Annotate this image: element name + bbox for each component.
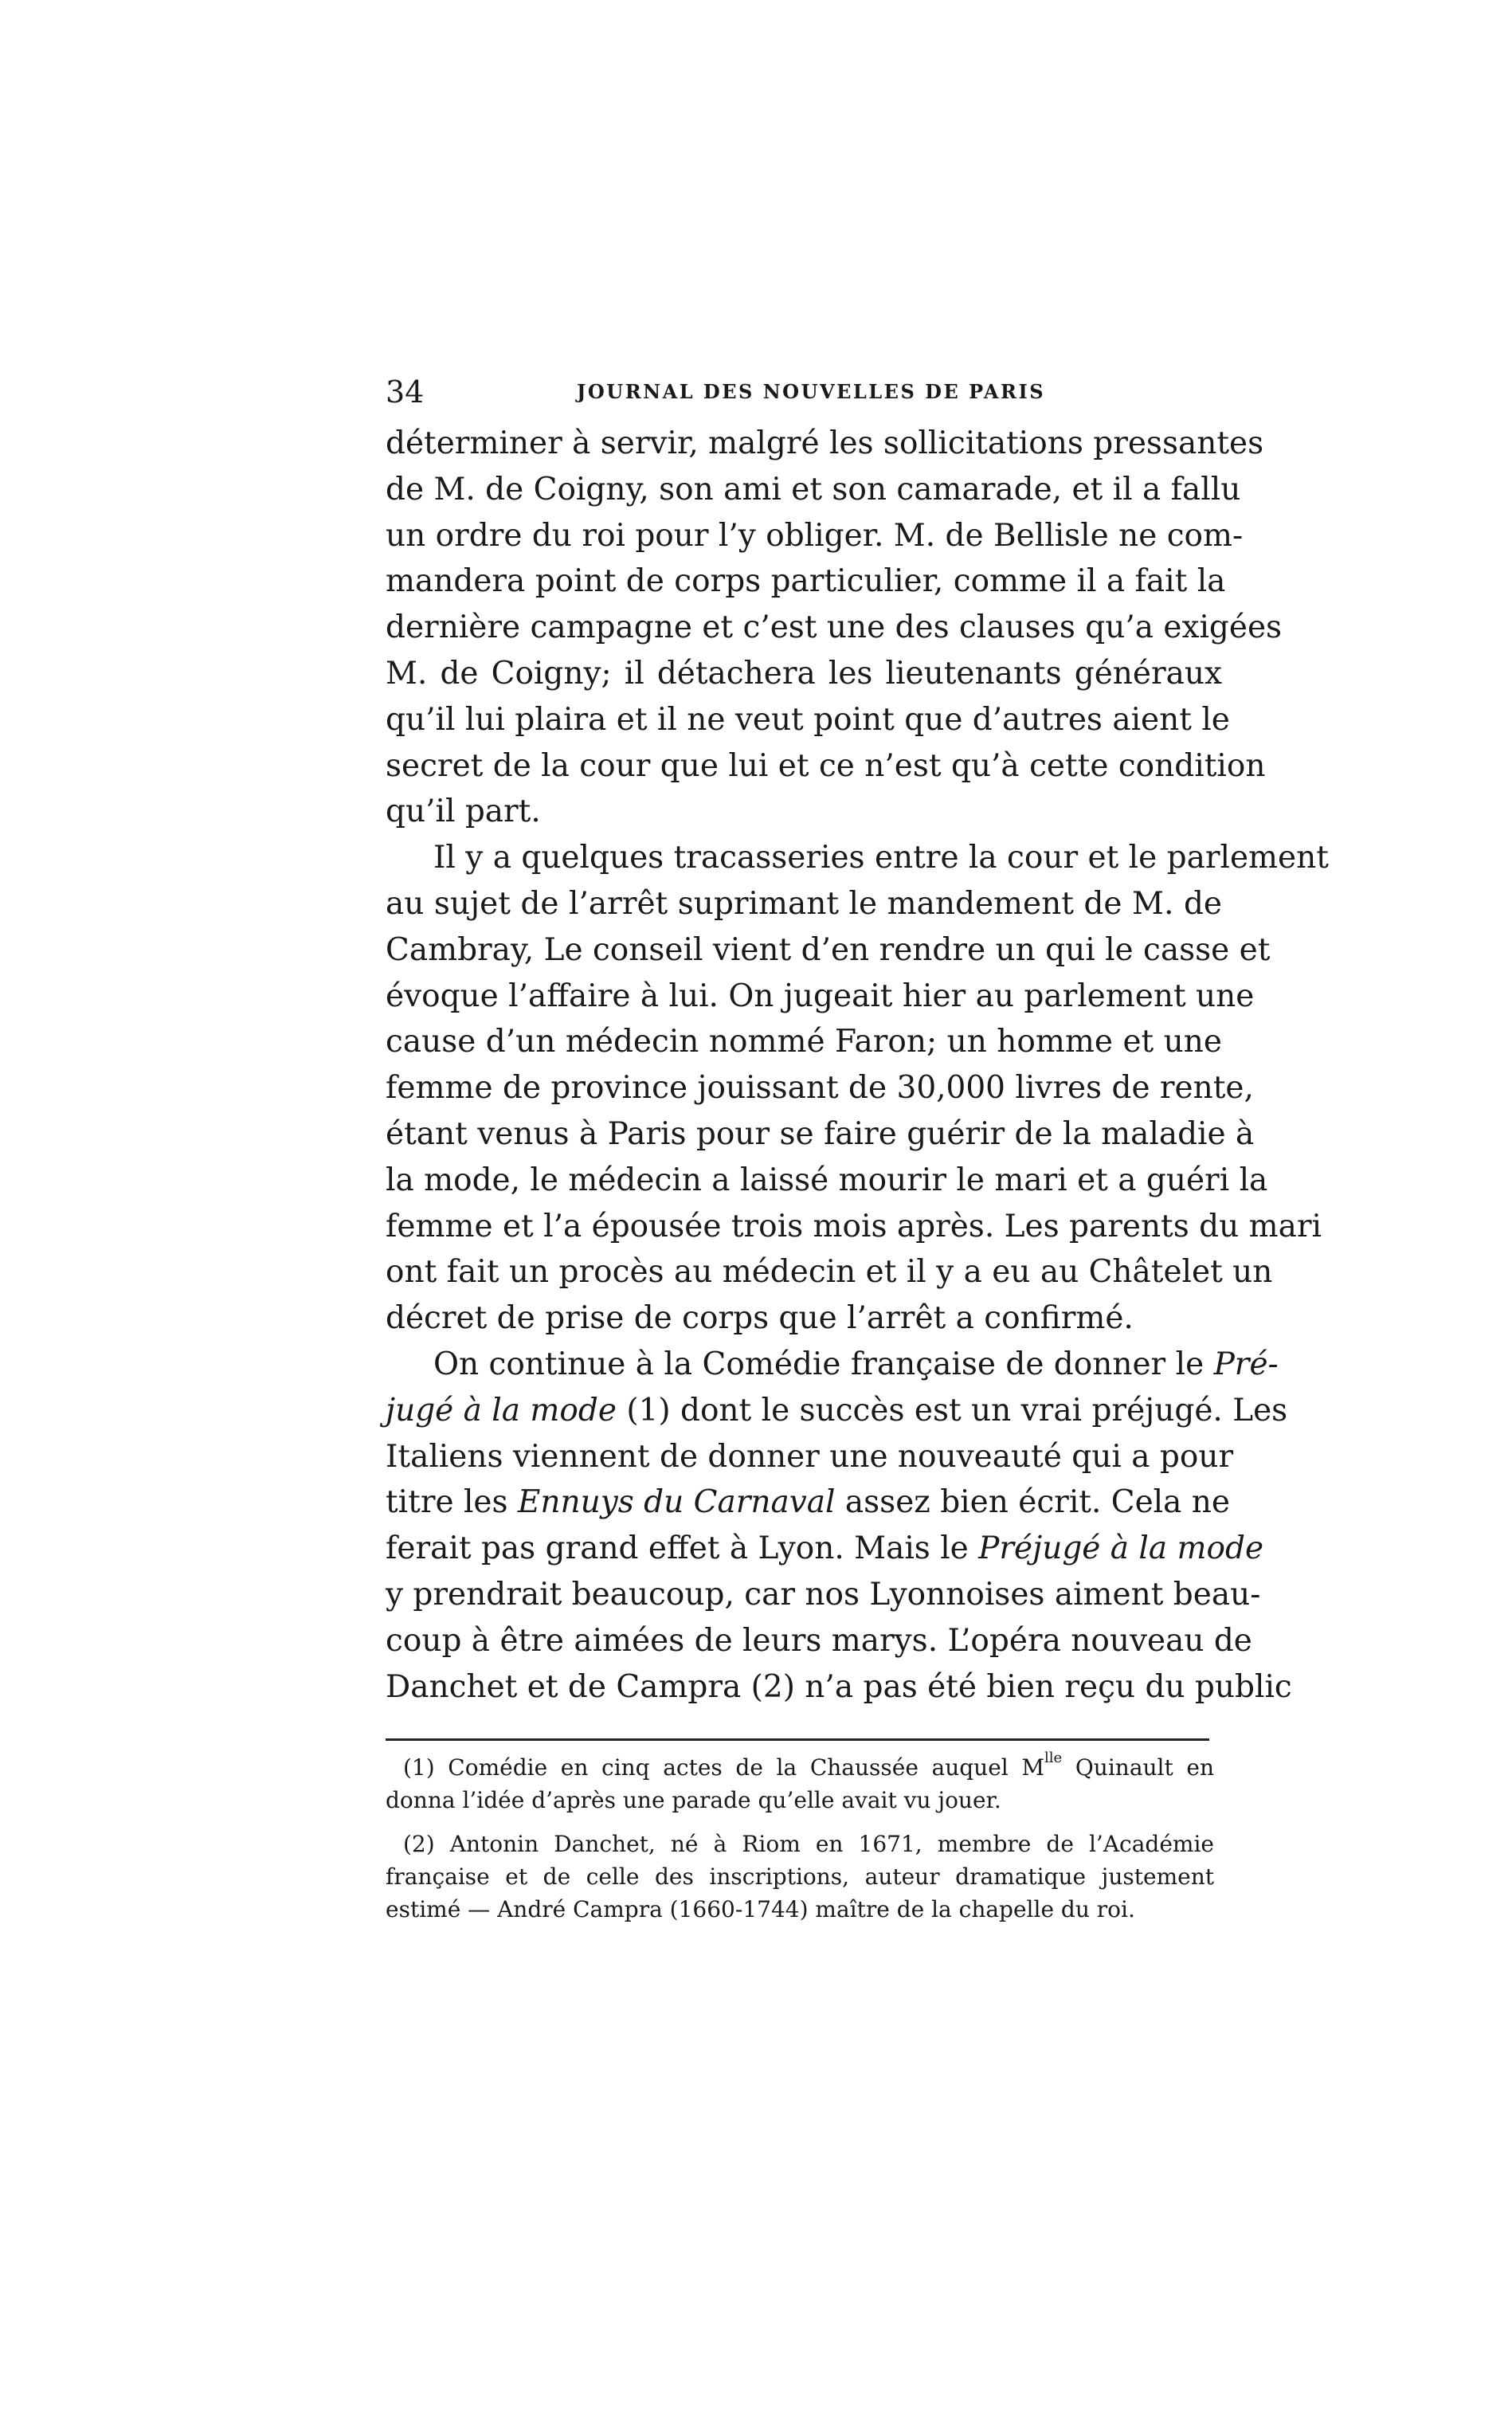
footnote-line: donna l’idée d’après une parade qu’elle avait vu jouer.	[386, 1787, 1001, 1813]
text-run: (1) Comédie en cinq actes de la Chaussée auquel M	[403, 1754, 1045, 1781]
page-number: 34	[386, 374, 425, 410]
footnotes	[386, 1751, 1214, 1926]
text-run: (1) dont le succès est un vrai préjugé. Les	[616, 1392, 1288, 1428]
play-title-italic: Pré-	[1213, 1346, 1279, 1382]
text-line: mandera point de corps particulier, comme il a fait la	[386, 563, 1226, 600]
text-line	[386, 1342, 1279, 1388]
text-line: étant venus à Paris pour se faire guérir de la maladie à	[386, 1115, 1255, 1152]
text-run: ferait pas grand effet à Lyon. Mais le	[386, 1530, 979, 1567]
play-title-italic: Ennuys du Carnaval	[517, 1484, 836, 1521]
footnote-line	[386, 1751, 1214, 1784]
text-line: Cambray, Le conseil vient d’en rendre un qui le casse et	[386, 931, 1271, 968]
text-line: femme et l’a épousée trois mois après. Les parents du mari	[386, 1208, 1322, 1244]
text-line: la mode, le médecin a laissé mourir le mari et a guéri la	[386, 1162, 1268, 1198]
text-line	[386, 1479, 1230, 1526]
play-title-italic: jugé à la mode	[386, 1392, 617, 1428]
text-line: secret de la cour que lui et ce n’est qu’à cette condition	[386, 747, 1266, 784]
text-line: qu’il part.	[386, 794, 541, 830]
text-line: qu’il lui plaira et il ne veut point que d’autres aient le	[386, 701, 1230, 738]
footnote-line: française et de celle des inscriptions, auteur dramatique justement	[386, 1863, 1214, 1890]
text-line: Il y a quelques tracasseries entre la cour et le parlement	[433, 840, 1329, 876]
text-run: titre les	[386, 1484, 518, 1521]
running-title: JOURNAL DES NOUVELLES DE PARIS	[577, 380, 1046, 403]
text-line: évoque l’affaire à lui. On jugeait hier au parlement une	[386, 978, 1255, 1014]
footnote-line: (2) Antonin Danchet, né à Riom en 1671, membre de l’Académie	[403, 1831, 1214, 1857]
text-line: y prendrait beaucoup, car nos Lyonnoises aiment beau-	[386, 1576, 1261, 1613]
text-line: déterminer à servir, malgré les sollicitations pressantes	[386, 425, 1264, 461]
footnote-line: estimé — André Campra (1660-1744) maître de la chapelle du roi.	[386, 1896, 1135, 1922]
text-line	[386, 1526, 1264, 1572]
text-line: cause d’un médecin nommé Faron; un homme et une	[386, 1024, 1222, 1060]
text-line: Danchet et de Campra (2) n’a pas été bien reçu du public	[386, 1668, 1292, 1705]
body-text	[386, 421, 1329, 1710]
text-run: On continue à la Comédie française de donner le	[433, 1346, 1214, 1382]
play-title-italic: Préjugé à la mode	[978, 1530, 1264, 1567]
footnote-rule	[386, 1738, 1209, 1741]
text-run: assez bien écrit. Cela ne	[835, 1484, 1230, 1521]
text-line: au sujet de l’arrêt suprimant le mandement de M. de	[386, 885, 1222, 922]
text-line: un ordre du roi pour l’y obliger. M. de Bellisle ne com-	[386, 517, 1244, 554]
text-line: ont fait un procès au médecin et il y a eu au Châtelet un	[386, 1254, 1273, 1291]
text-line: décret de prise de corps que l’arrêt a confirmé.	[386, 1300, 1134, 1337]
superscript: lle	[1044, 1750, 1063, 1766]
text-line: dernière campagne et c’est une des clauses qu’a exigées	[386, 609, 1283, 646]
text-line: femme de province jouissant de 30,000 livres de rente,	[386, 1070, 1254, 1107]
text-line: Italiens viennent de donner une nouveauté qui a pour	[386, 1438, 1234, 1475]
page-header	[386, 368, 1230, 416]
text-run: Quinault en	[1062, 1754, 1214, 1781]
text-line: de M. de Coigny, son ami et son camarade, et il a fallu	[386, 471, 1241, 508]
text-line	[386, 1388, 1288, 1434]
text-line: coup à être aimées de leurs marys. L’opéra nouveau de	[386, 1622, 1252, 1659]
text-line: M. de Coigny; il détachera les lieutenants généraux	[386, 655, 1222, 692]
footnote-gap	[386, 1816, 1214, 1828]
